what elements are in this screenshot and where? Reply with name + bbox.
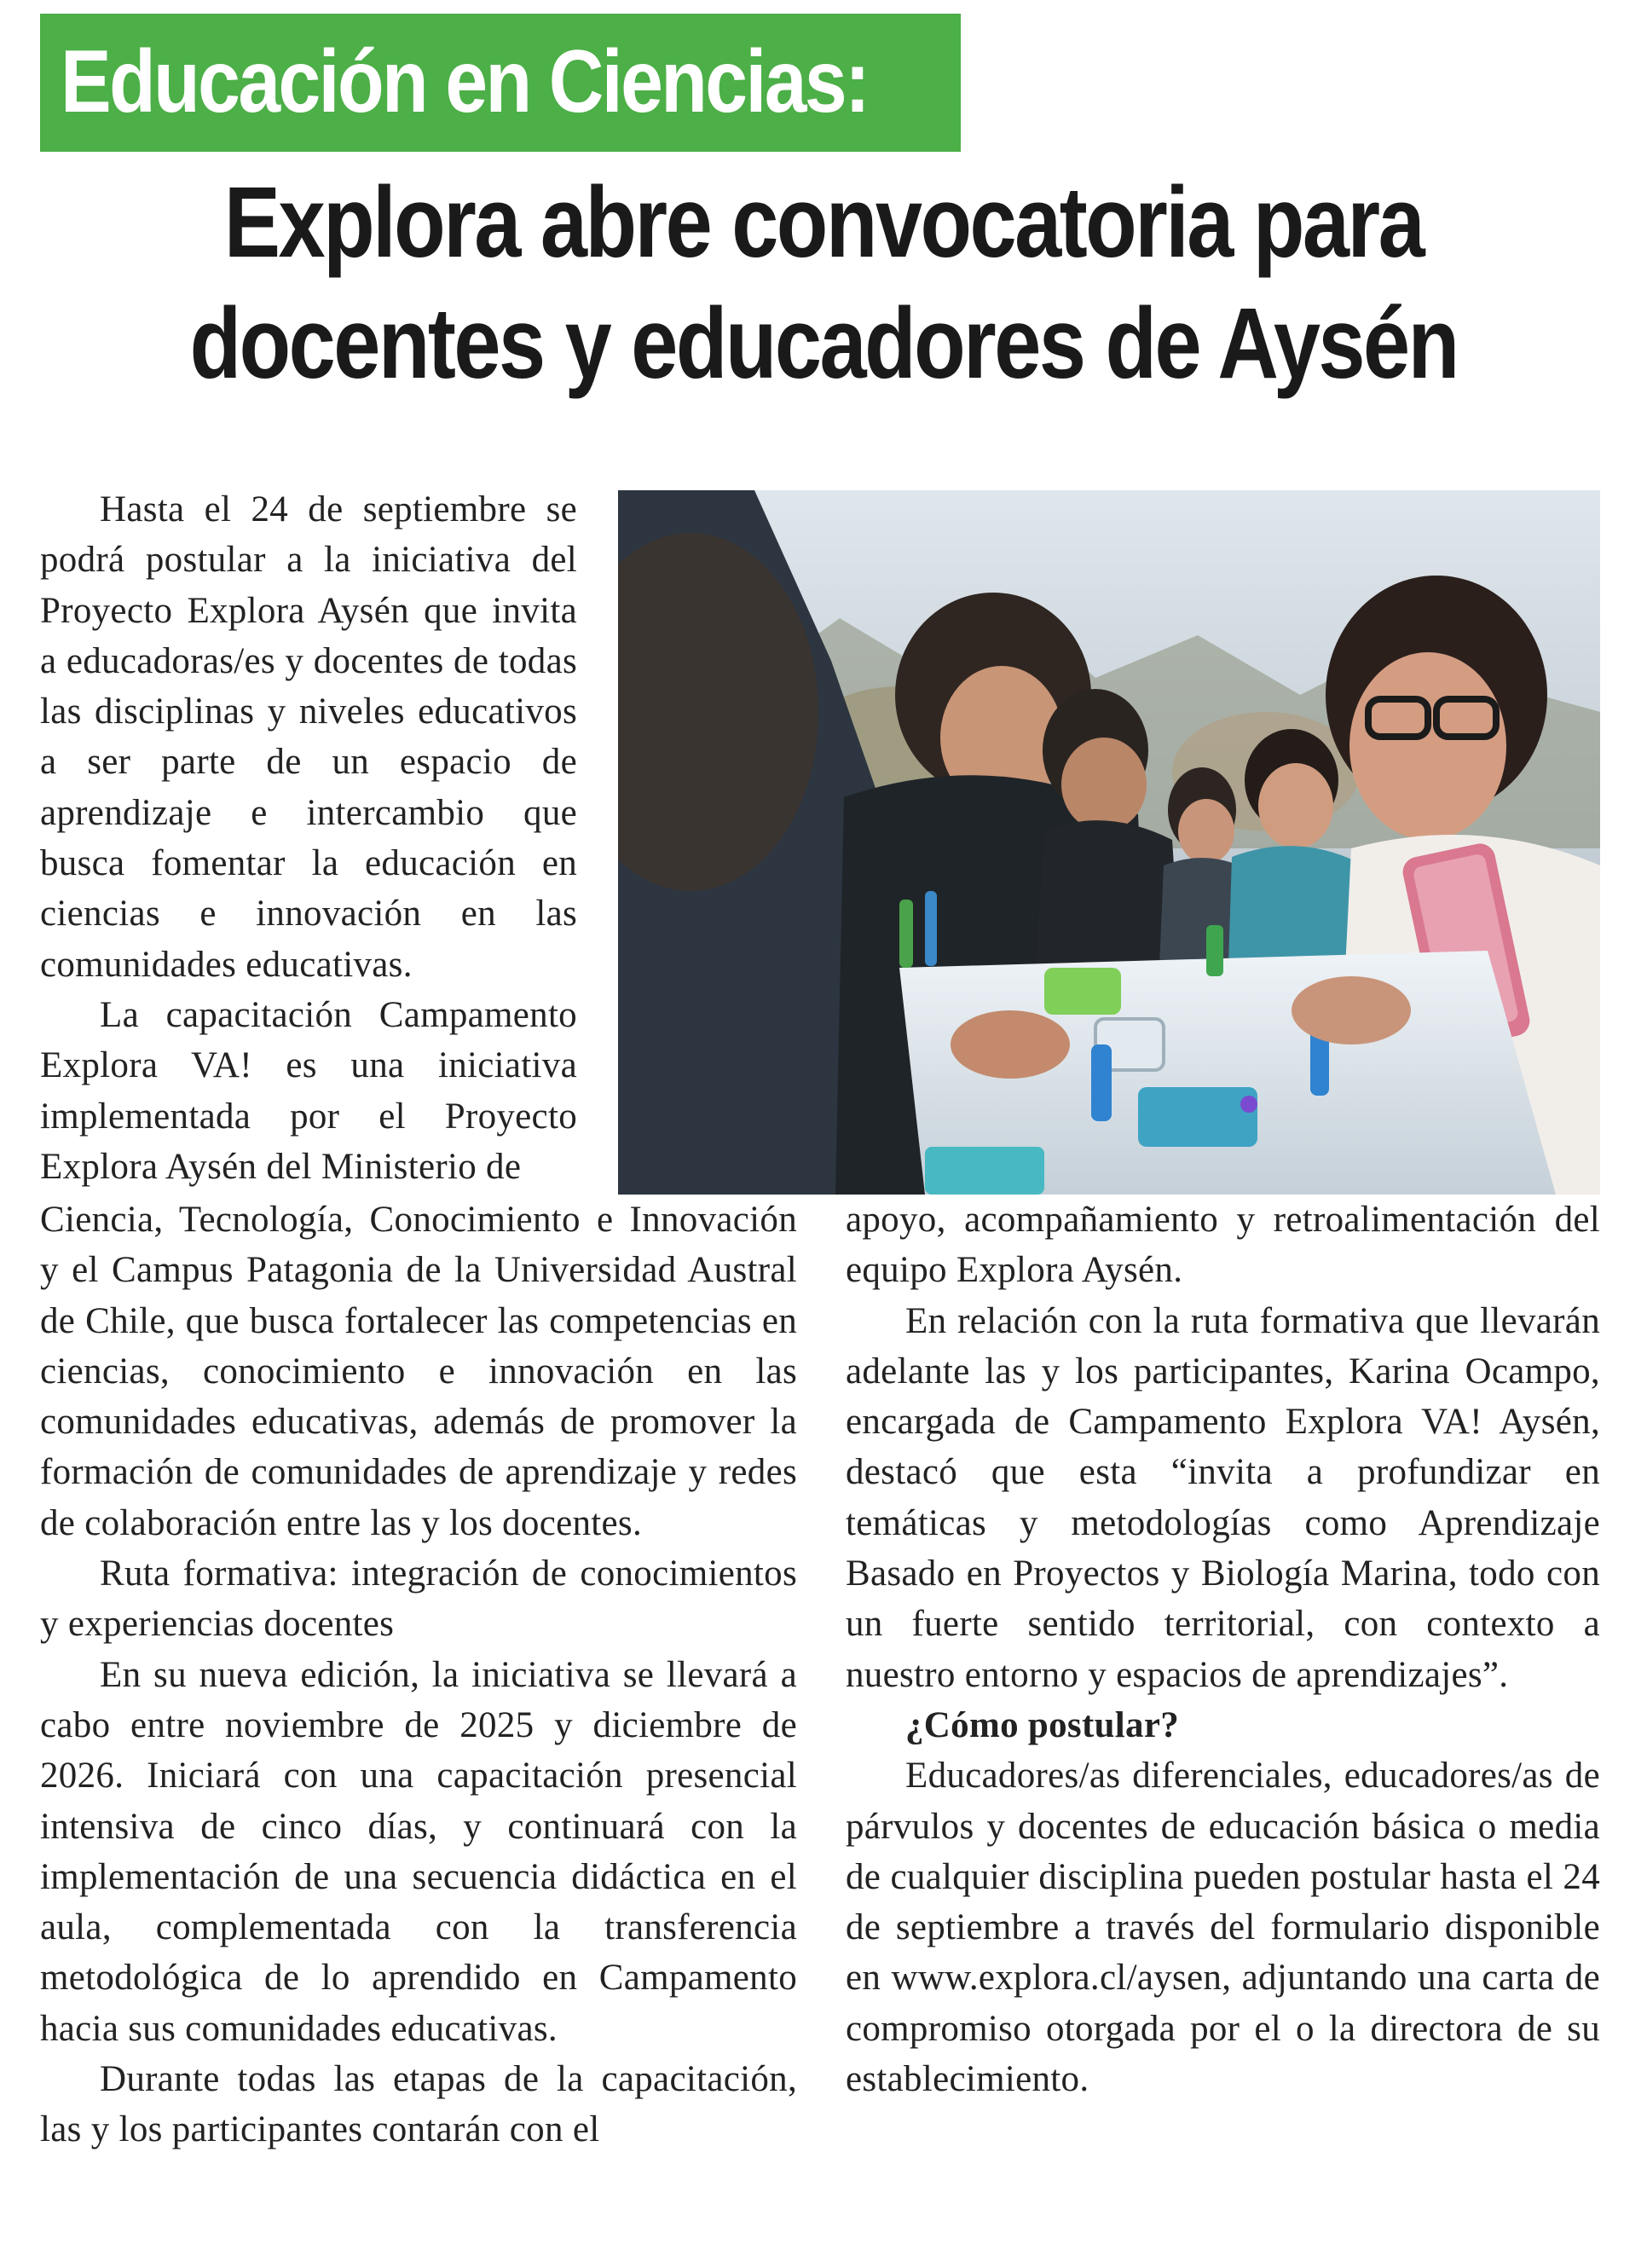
- headline-line-1: Explora abre convocatoria para: [223, 166, 1424, 279]
- article-paragraph: Ciencia, Tecnología, Conocimiento e Innovación y el Campus Patagonia de la Universidad Austral de Chile, que busca fortalecer las competencias en ciencias, conocimiento e innovación en las comunidades educativas, además de promover la formación de comunidades de aprendizaje y redes de colaboración entre las y los docentes.: [40, 1200, 797, 1543]
- article-paragraph: Hasta el 24 de septiembre se podrá postular a la iniciativa del Proyecto Explora Aysén que invita a educadoras/es y docentes de todas las disciplinas y niveles educativos a ser parte de un espacio de aprendizaje e intercambio que busca fomentar la educación en ciencias e innovación en las comunidades educativas.: [40, 489, 577, 985]
- article-subheading: ¿Cómo postular?: [905, 1704, 1180, 1745]
- section-tag: [40, 14, 961, 152]
- article-photo: [618, 490, 1600, 1195]
- article-paragraph: En su nueva edición, la iniciativa se llevará a cabo entre noviembre de 2025 y diciembre de 2026. Iniciará con una capacitación presencial intensiva de cinco días, y continuará con la implementación de una secuencia didáctica en el aula, complementada con la transferencia metodológica de lo aprendido en Campamento hacia sus comunidades educativas.: [40, 1654, 797, 2049]
- article-paragraph: En relación con la ruta formativa que llevarán adelante las y los participantes, Karina Ocampo, encargada de Campamento Explora VA! Aysén, destacó que esta “invita a profundizar en temáticas y metodologías como Aprendizaje Basado en Proyectos y Biología Marina, todo con un fuerte sentido territorial, con contexto a nuestro entorno y espacios de aprendizajes”.: [846, 1300, 1600, 1695]
- article-paragraph: La capacitación Campamento Explora VA! es una iniciativa implementada por el Proyecto Explora Aysén del Ministerio de: [40, 994, 577, 1187]
- article-paragraph: Durante todas las etapas de la capacitación, las y los participantes contarán con el: [40, 2059, 797, 2150]
- article-paragraph: Ruta formativa: integración de conocimientos y experiencias docentes: [40, 1553, 797, 1645]
- section-tag-label: Educación en Ciencias:: [61, 32, 869, 131]
- article-column-left-bottom: [40, 1195, 797, 2155]
- article-column-left-top: [40, 484, 577, 1192]
- article-paragraph: Educadores/as diferenciales, educadores/as de párvulos y docentes de educación básica o media de cualquier disciplina pueden postular hasta el 24 de septiembre a través del formulario disponible en www.explora.cl/aysen, adjuntando una carta de compromiso otorgada por el o la directora de su establecimiento.: [846, 1756, 1600, 2100]
- article-paragraph: apoyo, acompañamiento y retroalimentación del equipo Explora Aysén.: [846, 1200, 1600, 1291]
- article-column-right: [846, 1195, 1600, 2104]
- headline-line-2: docentes y educadores de Aysén: [189, 287, 1458, 400]
